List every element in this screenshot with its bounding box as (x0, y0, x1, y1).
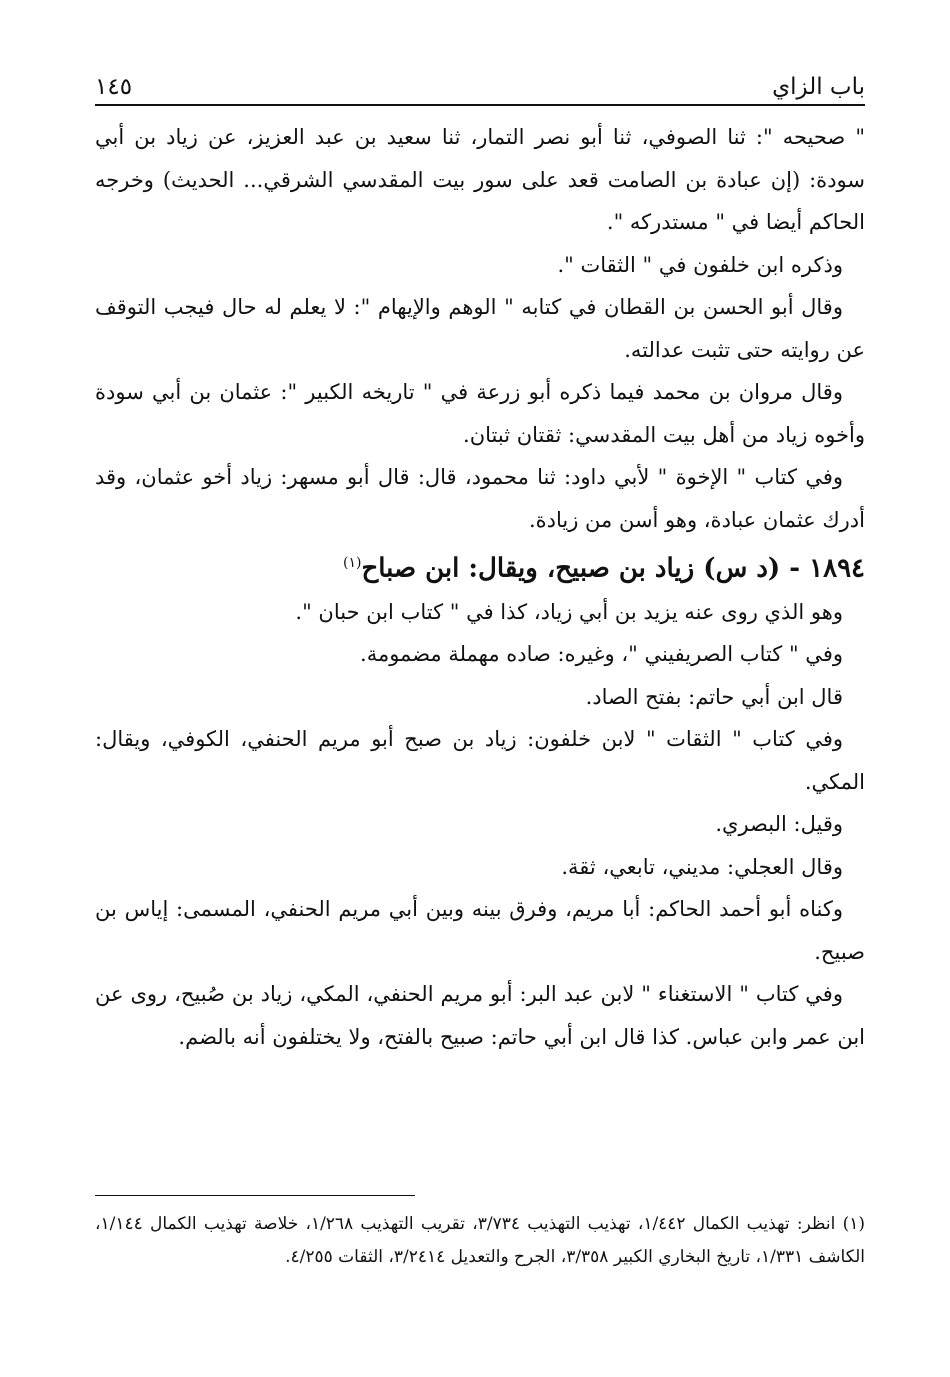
chapter-title: باب الزاي (772, 74, 865, 100)
paragraph-7: وفي " كتاب الصريفيني "، وغيره: صاده مهملة مضمومة. (360, 642, 843, 667)
paragraph-11: وقال العجلي: مديني، تابعي، ثقة. (561, 854, 843, 879)
paragraph-13: وفي كتاب " الاستغناء " لابن عبد البر: أبو مريم الحنفي، المكي، زياد بن صُبيح، روى عن ابن عمر وابن عباس. كذا قال ابن أبي حاتم: صبيح بالفتح، ولا يختلفون أنه بالضم. (95, 982, 865, 1049)
paragraph-2: وذكره ابن خلفون في " الثقات ". (557, 252, 843, 277)
page-header (95, 60, 865, 106)
paragraph-3: وقال أبو الحسن بن القطان في كتابه " الوهم والإيهام ": لا يعلم له حال فيجب التوقف عن روايته حتى تثبت عدالته. (95, 295, 865, 362)
paragraph-12: وكناه أبو أحمد الحاكم: أبا مريم، وفرق بينه وبين أبي مريم الحنفي، المسمى: إياس بن صبيح. (95, 897, 865, 964)
footnote-divider (95, 1195, 415, 1196)
paragraph-8: قال ابن أبي حاتم: بفتح الصاد. (585, 684, 843, 709)
paragraph-1: " صحيحه ": ثنا الصوفي، ثنا أبو نصر التمار، ثنا سعيد بن عبد العزيز، عن زياد بن أبي سودة: (إن عبادة بن الصامت قعد على سور بيت المقدسي الشرقي... الحديث) وخرجه الحاكم أيضا في " مستدركه ". (95, 125, 865, 234)
entry-heading (95, 541, 865, 591)
page-number: ١٤٥ (95, 74, 133, 100)
footnote: (١) انظر: تهذيب الكمال ١/٤٤٢، تهذيب التهذيب ٣/٧٣٤، تقريب التهذيب ١/٢٦٨، خلاصة تهذيب الكمال ١/١٤٤، الكاشف ١/٣٣١، تاريخ البخاري الكبير ٣/٣٥٨، الجرح والتعديل ٣/٢٤١٤، الثقات ٤/٢٥٥. (95, 1214, 865, 1267)
book-page (95, 60, 865, 1320)
paragraph-5: وفي كتاب " الإخوة " لأبي داود: ثنا محمود، قال: قال أبو مسهر: زياد أخو عثمان، وقد أدرك عثمان عبادة، وهو أسن من زيادة. (95, 465, 865, 532)
paragraph-9: وفي كتاب " الثقات " لابن خلفون: زياد بن صبح أبو مريم الحنفي، الكوفي، ويقال: المكي. (95, 727, 865, 794)
page-body (95, 116, 865, 1058)
entry-heading-text: ١٨٩٤ - (د س) زياد بن صبيح، ويقال: ابن صباح (361, 553, 865, 584)
paragraph-10: وقيل: البصري. (715, 812, 843, 837)
paragraph-4: وقال مروان بن محمد فيما ذكره أبو زرعة في " تاريخه الكبير ": عثمان بن أبي سودة وأخوه زياد من أهل بيت المقدسي: ثقتان ثبتان. (95, 380, 865, 447)
footnote-marker: (١) (342, 555, 362, 571)
paragraph-6: وهو الذي روى عنه يزيد بن أبي زياد، كذا في " كتاب ابن حبان ". (295, 599, 843, 624)
